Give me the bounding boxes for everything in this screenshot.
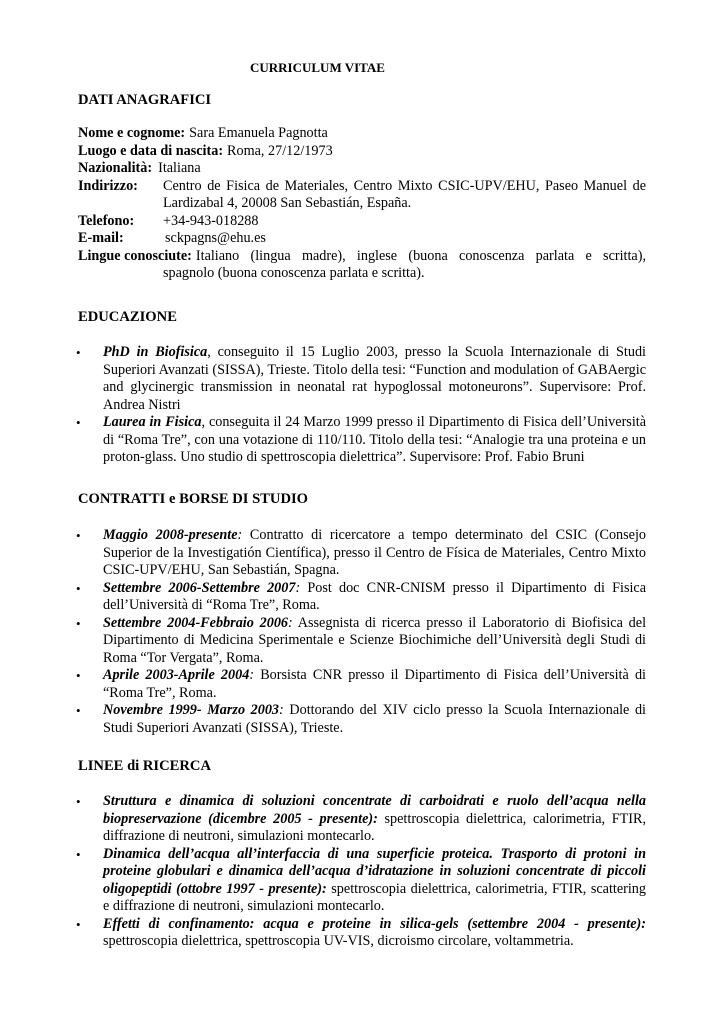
bullet-icon: • [76,345,81,360]
research-topic: Struttura e dinamica di soluzioni concentrate di carboidrati e ruolo dell’acqua nella biopreservazione (dicembre 2005 - presente): [103,793,646,827]
contract-description: Borsista CNR presso il Dipartimento di Fisica dell’Università di “Roma Tre”, Roma. [103,667,646,701]
research-topic: Dinamica dell’acqua all’interfaccia di una superficie proteica. Trasporto di protoni in proteine globulari e dinamica dell’acqua d’idratazione in soluzioni concentrate di piccoli oligopeptidi (ottobre 1997 - presente): [103,845,646,897]
birth-row [78,143,646,161]
education-details: , conseguito il 15 Luglio 2003, presso la Scuola Internazionale di Studi Superiori Avanzati (SISSA), Trieste. Titolo della tesi: “Function and modulation of GABAergic and glycinergic transmission in neonatal rat hypoglossal motoneurons”. Supervisore: Prof. Andrea Nistri [103,344,646,413]
phone-label: Telefono: [78,212,135,229]
nationality-row [78,160,646,178]
contract-separator: : [279,702,284,718]
contract-item [78,667,646,702]
contract-separator: : [295,579,301,596]
name-value: Sara Emanuela Pagnotta [189,125,328,141]
languages-label: Lingue conosciute: [78,247,192,264]
contract-period: Novembre 1999- Marzo 2003 [103,702,280,718]
heading-educazione: EDUCAZIONE [78,309,177,325]
address-row [78,178,646,213]
research-methods: spettroscopia dielettrica, calorimetria, FTIR, diffrazione di neutroni, simulazioni montecarlo. [103,810,646,844]
contract-description: Dottorando del XIV ciclo presso la Scuola Internazionale di Studi Superiori Avanzati (SISSA), Trieste. [103,702,646,736]
education-item [78,414,646,467]
bullet-icon: • [76,916,81,932]
research-methods: spettroscopia dielettrica, calorimetria, FTIR, scattering e diffrazione di neutroni, simulazioni montecarlo. [103,880,646,914]
contract-separator: : [249,667,255,683]
contract-period: Settembre 2006-Settembre 2007 [103,579,296,596]
bullet-icon: • [76,615,81,631]
bullet-icon: • [76,528,81,543]
address-label: Indirizzo: [78,177,138,194]
contract-description: Assegnista di ricerca presso il Laboratorio di Biofisica del Dipartimento di Medicina Sperimentale e Scienze Biochimiche dell’Università degli Studi di Roma “Tor Vergata”, Roma. [103,614,647,666]
contract-item [78,527,646,580]
phone-row [78,213,646,231]
bullet-icon: • [76,846,81,862]
birth-label: Luogo e data di nascita: [78,142,224,159]
contract-description: Post doc CNR-CNISM presso il Dipartimento di Fisica dell’Università di “Roma Tre”, Roma. [103,579,646,613]
contract-item [78,580,646,615]
education-item [78,344,646,414]
birth-value: Roma, 27/12/1973 [227,142,333,159]
research-lines-list [78,793,646,951]
nationality-label: Nazionalità: [78,160,153,176]
name-row [78,125,646,143]
contract-separator: : [237,527,243,543]
languages-value-line1: Italiano (lingua madre), inglese (buona conoscenza parlata e scritta), [195,247,646,264]
address-value: Centro de Fisica de Materiales, Centro Mixto CSIC-UPV/EHU, Paseo Manuel de Lardizabal 4, 20008 San Sebastián, España. [163,177,646,211]
bullet-icon: • [76,703,81,718]
contract-period: Aprile 2003-Aprile 2004 [103,667,250,683]
education-list [78,344,646,467]
research-item [78,916,646,951]
research-item [78,846,646,916]
heading-linee-ricerca: LINEE di RICERCA [78,758,211,774]
languages-row [78,248,646,266]
education-degree: Laurea in Fisica [103,414,202,430]
contract-item [78,702,646,737]
education-degree: PhD in Biofisica [103,344,208,360]
contract-item [78,615,646,668]
email-value[interactable]: sckpagns@ehu.es [165,230,266,246]
research-methods: spettroscopia dielettrica, spettroscopia UV-VIS, dicroismo circolare, voltammetria. [103,933,574,949]
email-row [78,230,646,248]
bullet-icon: • [76,580,81,596]
contract-period: Maggio 2008-presente [103,527,238,543]
contract-period: Settembre 2004-Febbraio 2006 [103,614,289,631]
contract-description: Contratto di ricercatore a tempo determinato del CSIC (Consejo Superior de la Investigatión Científica), presso il Centro de Física de Materiales, Centro Mixto CSIC-UPV/EHU, San Sebastián, Spagna. [103,527,646,578]
bullet-icon: • [76,794,81,809]
nationality-value: Italiana [158,160,201,176]
languages-row-2 [78,265,646,283]
contracts-list [78,527,646,737]
name-label: Nome e cognome: [78,125,186,141]
phone-value: +34-943-018288 [163,212,259,229]
contract-separator: : [288,614,293,631]
personal-data [78,125,646,283]
research-item [78,793,646,846]
heading-dati-anagrafici: DATI ANAGRAFICI [78,92,212,108]
bullet-icon: • [76,668,81,683]
heading-contratti: CONTRATTI e BORSE DI STUDIO [78,491,309,507]
research-topic: Effetti di confinamento: acqua e proteine in silica-gels (settembre 2004 - presente): [103,915,646,932]
bullet-icon: • [76,415,81,430]
email-label: E-mail: [78,230,124,246]
education-details: , conseguita il 24 Marzo 1999 presso il Dipartimento di Fisica dell’Università di “Roma Tre”, con una votazione di 110/110. Titolo della tesi: “Analogie tra una proteina e un proton-glass. Uno studio di spettroscopia dielettrica”. Supervisore: Prof. Fabio Bruni [103,414,647,465]
document-title: CURRICULUM VITAE [250,60,385,75]
languages-value-line2: spagnolo (buona conoscenza parlata e scritta). [163,265,425,281]
